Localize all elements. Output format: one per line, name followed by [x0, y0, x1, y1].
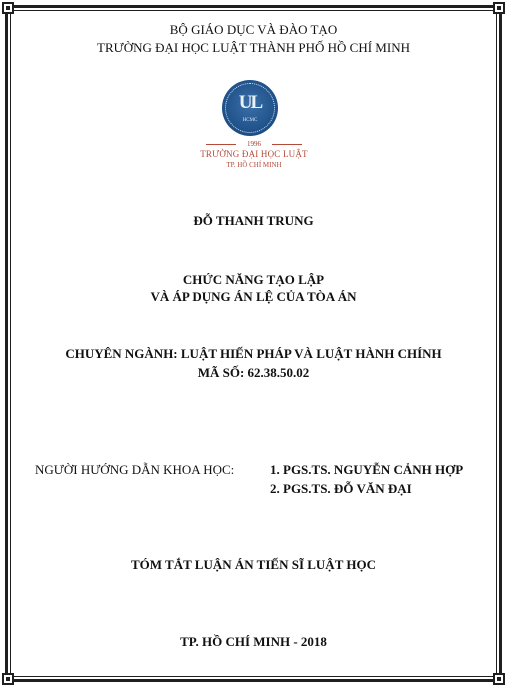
logo-name: TRƯỜNG ĐẠI HỌC LUẬT: [200, 149, 308, 159]
university-name: TRƯỜNG ĐẠI HỌC LUẬT THÀNH PHỐ HỒ CHÍ MINH: [97, 40, 410, 55]
corner-ornament-bottom-right: [493, 673, 505, 685]
specialization-major: CHUYÊN NGÀNH: LUẬT HIẾN PHÁP VÀ LUẬT HÀNH CHÍNH: [65, 346, 442, 361]
logo-city: TP. HỒ CHÍ MINH: [226, 161, 282, 169]
author-name: ĐỖ THANH TRUNG: [193, 213, 314, 228]
place-year: TP. HỒ CHÍ MINH - 2018: [180, 634, 327, 649]
specialization-code: MÃ SỐ: 62.38.50.02: [197, 365, 310, 380]
thesis-title-line-1: CHỨC NĂNG TẠO LẬP: [182, 272, 325, 287]
ministry-name: BỘ GIÁO DỤC VÀ ĐÀO TẠO: [169, 22, 338, 37]
university-logo: [196, 80, 312, 176]
corner-ornament-top-right: [493, 2, 505, 14]
logo-monogram: UL: [238, 92, 262, 113]
logo-emblem-text: HCMC: [242, 118, 258, 123]
corner-ornament-bottom-left: [2, 673, 14, 685]
thesis-title-line-2: VÀ ÁP DỤNG ÁN LỆ CỦA TÒA ÁN: [150, 289, 357, 304]
logo-year: 1996: [247, 140, 261, 148]
advisors-label: NGƯỜI HƯỚNG DẪN KHOA HỌC:: [35, 462, 235, 477]
corner-ornament-top-left: [2, 2, 14, 14]
logo-emblem-icon: [222, 80, 278, 136]
advisor-2: 2. PGS.TS. ĐỖ VĂN ĐẠI: [270, 481, 412, 496]
advisor-1: 1. PGS.TS. NGUYỄN CẢNH HỢP: [270, 462, 464, 477]
summary-label: TÓM TẮT LUẬN ÁN TIẾN SĨ LUẬT HỌC: [130, 557, 376, 572]
